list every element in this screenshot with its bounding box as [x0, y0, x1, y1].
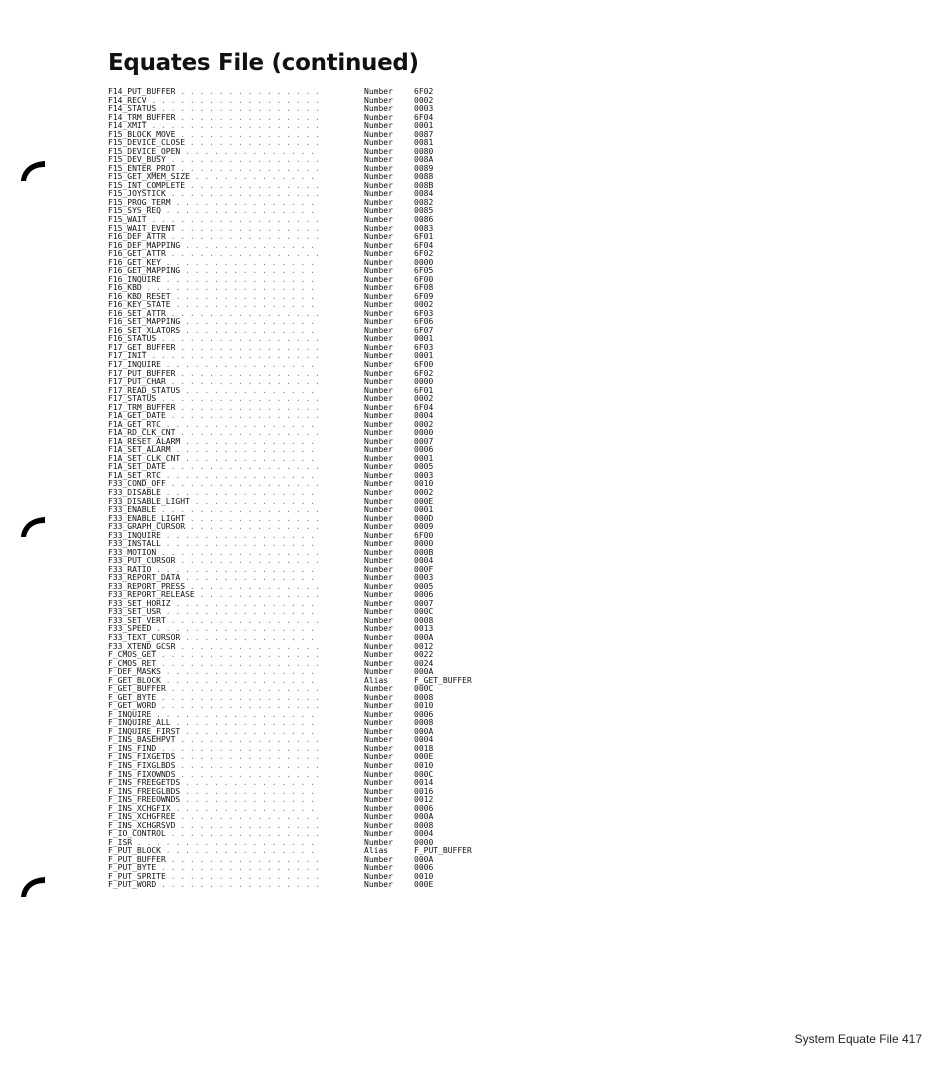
equate-value: 0002: [414, 419, 434, 429]
equate-name: F33_SPEED . .: [108, 625, 318, 634]
equate-type: Number: [364, 138, 393, 148]
equate-type: Number: [364, 650, 393, 660]
equate-value: 0008: [414, 692, 434, 702]
equate-name: F_PUT_SPRITE . .: [108, 873, 318, 882]
equate-value: 6F04: [414, 112, 434, 122]
equate-type: Number: [364, 351, 393, 361]
equate-type: Number: [364, 581, 393, 591]
equate-name: F16_DEF_MAPPING . .: [108, 242, 318, 251]
equate-name: F14_RECV . .: [108, 97, 318, 106]
equate-type: Number: [364, 189, 393, 199]
equate-type: Number: [364, 411, 393, 421]
equate-value: 0013: [414, 624, 434, 634]
page-title: Equates File (continued): [108, 50, 419, 76]
equate-name: F17_READ_STATUS . .: [108, 387, 318, 396]
equate-type: Number: [364, 684, 393, 694]
equate-type: Number: [364, 291, 393, 301]
equate-value: 0007: [414, 598, 434, 608]
equate-value: 0004: [414, 735, 434, 745]
equate-name: F16_INQUIRE . .: [108, 276, 318, 285]
equate-type: Alias: [364, 675, 389, 685]
equate-type: Number: [364, 155, 393, 165]
equate-type: Number: [364, 530, 393, 540]
equate-value: 0008: [414, 820, 434, 830]
equate-type: Number: [364, 854, 393, 864]
equate-name: F33_INSTALL . .: [108, 540, 318, 549]
equate-name: F_CMOS_RET . .: [108, 660, 318, 669]
equate-name: F_DEF_MASKS . .: [108, 668, 318, 677]
equate-name: F17_INIT . .: [108, 352, 318, 361]
equate-type: Number: [364, 556, 393, 566]
equate-type: Number: [364, 633, 393, 642]
equate-type: Number: [364, 641, 393, 651]
equate-value: 6F07: [414, 325, 434, 335]
equate-type: Number: [364, 752, 393, 762]
equate-value: 6F01: [414, 385, 434, 395]
equate-value: 0000: [414, 428, 434, 438]
equate-name: F_INS_FIXGETDS . .: [108, 753, 318, 762]
equate-value: 0006: [414, 590, 434, 600]
equate-value: 0006: [414, 445, 434, 455]
equate-name: F15_PROG_TERM . .: [108, 199, 318, 208]
equate-type: Number: [364, 257, 393, 267]
equate-type: Number: [364, 573, 393, 583]
equate-name: F15_DEV_BUSY . .: [108, 156, 318, 165]
equate-value: 6F00: [414, 274, 434, 284]
equate-value: 0001: [414, 505, 434, 515]
equate-name: F14_STATUS . .: [108, 105, 318, 114]
equate-type: Number: [364, 223, 393, 233]
equate-name: F1A_GET_DATE . .: [108, 412, 318, 421]
equate-value: 0005: [414, 462, 434, 472]
equate-type: Number: [364, 615, 393, 625]
equate-value: 0004: [414, 556, 434, 566]
equate-value: 0022: [414, 650, 434, 660]
equate-name: F16_KBD . .: [108, 284, 318, 293]
equate-value: 0006: [414, 803, 434, 813]
equate-name: F_GET_BLOCK . .: [108, 677, 318, 686]
equate-value: 000A: [414, 633, 434, 642]
equate-name: F17_TRM_BUFFER . .: [108, 404, 318, 413]
equate-type: Number: [364, 368, 393, 378]
equate-value: 0001: [414, 351, 434, 361]
equate-type: Number: [364, 462, 393, 472]
equate-name: F_INS_FIND . .: [108, 745, 318, 754]
equate-type: Number: [364, 232, 393, 242]
equate-value: 0002: [414, 394, 434, 404]
equate-value: 0080: [414, 146, 434, 156]
equate-type: Number: [364, 197, 393, 207]
equate-name: F_PUT_WORD . .: [108, 881, 318, 890]
equate-type: Number: [364, 428, 393, 438]
equate-value: 0002: [414, 95, 434, 105]
equate-type: Number: [364, 590, 393, 600]
equate-type: Number: [364, 87, 393, 96]
equate-name: F17_PUT_BUFFER . .: [108, 370, 318, 379]
equate-value: 0002: [414, 300, 434, 310]
equate-value: 6F02: [414, 368, 434, 378]
equate-type: Number: [364, 863, 393, 873]
equate-value: 6F08: [414, 283, 434, 293]
equate-type: Number: [364, 769, 393, 779]
equate-value: 0088: [414, 172, 434, 182]
equate-value: 0010: [414, 701, 434, 711]
equate-type: Number: [364, 394, 393, 404]
equate-type: Number: [364, 667, 393, 677]
equate-name: F17_INQUIRE . .: [108, 361, 318, 370]
equate-name: F33_MOTION . .: [108, 549, 318, 558]
equate-name: F_ISR . .: [108, 839, 318, 848]
equate-name: F16_DEF_ATTR . .: [108, 233, 318, 242]
equate-name: F17_STATUS . .: [108, 395, 318, 404]
equate-name: F33_COND_OFF . .: [108, 480, 318, 489]
equate-type: Number: [364, 539, 393, 549]
equate-name: F_INQUIRE . .: [108, 711, 318, 720]
equate-value: 0082: [414, 197, 434, 207]
equate-name: F_INS_XCHGFREE . .: [108, 813, 318, 822]
equate-value: 000A: [414, 726, 434, 736]
equate-type: Number: [364, 249, 393, 259]
equate-value: 0006: [414, 709, 434, 719]
equate-value: 0003: [414, 470, 434, 480]
equate-value: 000E: [414, 496, 434, 506]
equate-value: 000A: [414, 854, 434, 864]
equate-type: Number: [364, 300, 393, 310]
equate-name: F_INS_FREEOWNDS . .: [108, 796, 318, 805]
equate-type: Number: [364, 206, 393, 216]
equate-value: 0089: [414, 163, 434, 173]
equate-type: Number: [364, 274, 393, 284]
equate-value: 0018: [414, 743, 434, 753]
equate-type: Number: [364, 803, 393, 813]
equate-type: Number: [364, 795, 393, 805]
equate-type: Number: [364, 692, 393, 702]
equate-type: Number: [364, 342, 393, 352]
equate-type: Number: [364, 283, 393, 293]
equate-value: 0001: [414, 453, 434, 463]
equate-name: F16_SET_MAPPING . .: [108, 318, 318, 327]
equate-type: Number: [364, 547, 393, 557]
binder-hole-mark: [20, 160, 46, 182]
equate-name: F_GET_BYTE . .: [108, 694, 318, 703]
equate-type: Number: [364, 402, 393, 412]
equate-value: 0004: [414, 829, 434, 839]
equate-value: 6F00: [414, 530, 434, 540]
equate-name: F15_ENTER_PROT . .: [108, 165, 318, 174]
equate-value: 0000: [414, 377, 434, 387]
equate-value: 6F04: [414, 240, 434, 250]
equate-value: 0007: [414, 436, 434, 446]
equate-value: 0083: [414, 223, 434, 233]
equate-type: Number: [364, 325, 393, 335]
equate-name: F17_PUT_CHAR . .: [108, 378, 318, 387]
equate-name: F15_SYS_REQ . .: [108, 207, 318, 216]
equate-type: Number: [364, 436, 393, 446]
equate-type: Number: [364, 726, 393, 736]
equate-value: 0009: [414, 522, 434, 532]
equate-value: 0012: [414, 641, 434, 651]
equate-value: 6F02: [414, 249, 434, 259]
equate-type: Number: [364, 709, 393, 719]
equate-type: Number: [364, 564, 393, 574]
equate-name: F33_DISABLE_LIGHT . .: [108, 498, 318, 507]
equate-name: F33_RATIO . .: [108, 566, 318, 575]
equate-name: F14_XMIT . .: [108, 122, 318, 131]
equate-type: Number: [364, 658, 393, 668]
equate-value: 008B: [414, 180, 434, 190]
equate-value: 0087: [414, 129, 434, 139]
equate-name: F15_BLOCK_MOVE . .: [108, 131, 318, 140]
equate-value: 6F01: [414, 232, 434, 242]
equate-value: 0000: [414, 539, 434, 549]
equate-name: F14_PUT_BUFFER . .: [108, 88, 318, 97]
equate-type: Number: [364, 112, 393, 122]
equate-value: F_PUT_BUFFER: [414, 846, 472, 856]
equate-type: Number: [364, 718, 393, 728]
equate-name: F_PUT_BLOCK . .: [108, 847, 318, 856]
equate-type: Number: [364, 820, 393, 830]
equate-type: Number: [364, 146, 393, 156]
equate-type: Number: [364, 760, 393, 770]
equate-name: F1A_GET_RTC . .: [108, 421, 318, 430]
equate-value: 0016: [414, 786, 434, 796]
equate-name: F_INS_XCHGFIX . .: [108, 805, 318, 814]
equate-value: 000C: [414, 769, 434, 779]
equate-type: Number: [364, 95, 393, 105]
equate-value: 0001: [414, 334, 434, 344]
equate-value: 6F02: [414, 87, 434, 96]
equate-name: F15_DEVICE_OPEN . .: [108, 148, 318, 157]
equate-name: F15_WAIT . .: [108, 216, 318, 225]
equate-type: Number: [364, 607, 393, 617]
equate-name: F33_XTEND_GCSR . .: [108, 643, 318, 652]
equate-type: Number: [364, 487, 393, 497]
equate-type: Number: [364, 786, 393, 796]
equate-type: Number: [364, 513, 393, 523]
equate-name: F33_REPORT_RELEASE . .: [108, 591, 318, 600]
equate-name: F_IO_CONTROL . .: [108, 830, 318, 839]
equate-type: Number: [364, 880, 393, 890]
equate-value: 0003: [414, 104, 434, 114]
equate-value: 0085: [414, 206, 434, 216]
equate-value: 0010: [414, 871, 434, 881]
equate-name: F16_KBD_RESET . .: [108, 293, 318, 302]
equate-name: F1A_SET_ALARM . .: [108, 446, 318, 455]
equate-type: Number: [364, 377, 393, 387]
equate-type: Number: [364, 180, 393, 190]
equate-value: 6F06: [414, 317, 434, 327]
equate-name: F33_REPORT_DATA . .: [108, 574, 318, 583]
equate-name: F15_DEVICE_CLOSE . .: [108, 139, 318, 148]
equate-value: 0012: [414, 795, 434, 805]
equate-value: 000C: [414, 684, 434, 694]
equate-name: F_PUT_BYTE . .: [108, 864, 318, 873]
equate-name: F33_DISABLE . .: [108, 489, 318, 498]
equate-value: 0010: [414, 760, 434, 770]
equate-name: F1A_RD_CLK_CNT . .: [108, 429, 318, 438]
equate-value: 008A: [414, 155, 434, 165]
equate-type: Number: [364, 598, 393, 608]
equate-value: 0000: [414, 257, 434, 267]
equate-name: F33_ENABLE . .: [108, 506, 318, 515]
equate-value: 0010: [414, 479, 434, 489]
equate-name: F16_SET_XLATORS . .: [108, 327, 318, 336]
equate-name: F15_WAIT_EVENT . .: [108, 225, 318, 234]
binder-hole-mark: [20, 516, 46, 538]
equate-name: F33_GRAPH_CURSOR . .: [108, 523, 318, 532]
equate-name: F_INQUIRE_ALL . .: [108, 719, 318, 728]
equate-name: F1A_SET_RTC . .: [108, 472, 318, 481]
equate-type: Number: [364, 871, 393, 881]
equate-value: 000A: [414, 667, 434, 677]
equate-type: Number: [364, 214, 393, 224]
equate-value: 6F00: [414, 360, 434, 369]
equate-type: Number: [364, 735, 393, 745]
equate-value: 6F09: [414, 291, 434, 301]
equate-value: 0024: [414, 658, 434, 668]
equate-type: Number: [364, 419, 393, 429]
equate-name: F15_GET_XMEM_SIZE . .: [108, 173, 318, 182]
equate-name: F_INS_FIXOWNDS . .: [108, 771, 318, 780]
equate-value: 0000: [414, 837, 434, 847]
equate-type: Number: [364, 837, 393, 847]
equate-type: Number: [364, 129, 393, 139]
equate-type: Number: [364, 334, 393, 344]
equate-value: 6F03: [414, 342, 434, 352]
equate-value: 000E: [414, 752, 434, 762]
equate-type: Number: [364, 505, 393, 515]
equate-value: 000D: [414, 513, 434, 523]
equate-name: F16_STATUS . .: [108, 335, 318, 344]
equate-type: Number: [364, 121, 393, 131]
equate-type: Number: [364, 701, 393, 711]
equate-type: Number: [364, 496, 393, 506]
equate-name: F_INS_BASEHPVT . .: [108, 736, 318, 745]
equate-value: 0004: [414, 411, 434, 421]
equate-type: Number: [364, 163, 393, 173]
equate-name: F_INS_FREEGETDS . .: [108, 779, 318, 788]
equate-name: F_CMOS_GET . .: [108, 651, 318, 660]
equate-value: 0006: [414, 863, 434, 873]
equate-name: F_GET_WORD . .: [108, 702, 318, 711]
equate-value: 6F05: [414, 266, 434, 276]
equate-name: F33_ENABLE_LIGHT . .: [108, 515, 318, 524]
equate-type: Number: [364, 360, 393, 369]
equate-name: F15_INT_COMPLETE . .: [108, 182, 318, 191]
equate-value: 0081: [414, 138, 434, 148]
equate-value: 000B: [414, 547, 434, 557]
equate-value: 6F03: [414, 308, 434, 318]
equate-type: Number: [364, 522, 393, 532]
equate-name: F_PUT_BUFFER . .: [108, 856, 318, 865]
equate-name: F33_SET_VERT . .: [108, 617, 318, 626]
equate-name: F33_INQUIRE . .: [108, 532, 318, 541]
equate-type: Number: [364, 812, 393, 822]
binder-hole-mark: [20, 876, 46, 898]
equate-type: Number: [364, 266, 393, 276]
equate-name: F33_TEXT_CURSOR . .: [108, 634, 318, 643]
equate-type: Number: [364, 385, 393, 395]
equate-name: F_INQUIRE_FIRST . .: [108, 728, 318, 737]
equate-value: 0084: [414, 189, 434, 199]
equate-name: F1A_RESET_ALARM . .: [108, 438, 318, 447]
page-footer: System Equate File 417: [794, 1032, 922, 1046]
equate-type: Number: [364, 172, 393, 182]
equate-name: F_INS_FREEGLBDS . .: [108, 788, 318, 797]
equate-type: Number: [364, 470, 393, 480]
equate-name: F33_REPORT_PRESS . .: [108, 583, 318, 592]
equate-name: F_INS_FIXGLBDS . .: [108, 762, 318, 771]
equate-value: F_GET_BUFFER: [414, 675, 472, 685]
equate-value: 000A: [414, 812, 434, 822]
equate-name: F16_GET_MAPPING . .: [108, 267, 318, 276]
equate-name: F_INS_XCHGRSVD . .: [108, 822, 318, 831]
equate-value: 0001: [414, 121, 434, 131]
equate-type: Number: [364, 624, 393, 634]
equate-name: F16_GET_KEY . .: [108, 259, 318, 268]
equate-value: 0002: [414, 487, 434, 497]
equate-value: 0014: [414, 778, 434, 788]
equate-type: Number: [364, 453, 393, 463]
equate-value: 0008: [414, 718, 434, 728]
equate-type: Number: [364, 778, 393, 788]
equate-type: Number: [364, 479, 393, 489]
equate-value: 0003: [414, 573, 434, 583]
equate-name: F14_TRM_BUFFER . .: [108, 114, 318, 123]
equate-name: F16_KEY_STATE . .: [108, 301, 318, 310]
equate-type: Alias: [364, 846, 389, 856]
equate-name: F33_PUT_CURSOR . .: [108, 557, 318, 566]
equate-type: Number: [364, 317, 393, 327]
equate-type: Number: [364, 829, 393, 839]
equate-value: 000C: [414, 607, 434, 617]
equate-name: F_GET_BUFFER . .: [108, 685, 318, 694]
equate-value: 000F: [414, 564, 434, 574]
equate-name: F15_JOYSTICK . .: [108, 190, 318, 199]
equate-value: 0008: [414, 615, 434, 625]
equate-type: Number: [364, 445, 393, 455]
equate-name: F1A_SET_DATE . .: [108, 463, 318, 472]
equate-name: F16_SET_ATTR . .: [108, 310, 318, 319]
equate-value: 0005: [414, 581, 434, 591]
equate-name: F1A_SET_CLK_CNT . .: [108, 455, 318, 464]
equate-value: 0086: [414, 214, 434, 224]
equate-value: 000E: [414, 880, 434, 890]
equate-type: Number: [364, 104, 393, 114]
equate-name: F17_GET_BUFFER . .: [108, 344, 318, 353]
equate-type: Number: [364, 743, 393, 753]
equate-name: F33_SET_HORIZ . .: [108, 600, 318, 609]
equate-name: F16_GET_ATTR . .: [108, 250, 318, 259]
equate-value: 6F04: [414, 402, 434, 412]
equate-name: F33_SET_USR . .: [108, 608, 318, 617]
equate-type: Number: [364, 308, 393, 318]
equate-type: Number: [364, 240, 393, 250]
